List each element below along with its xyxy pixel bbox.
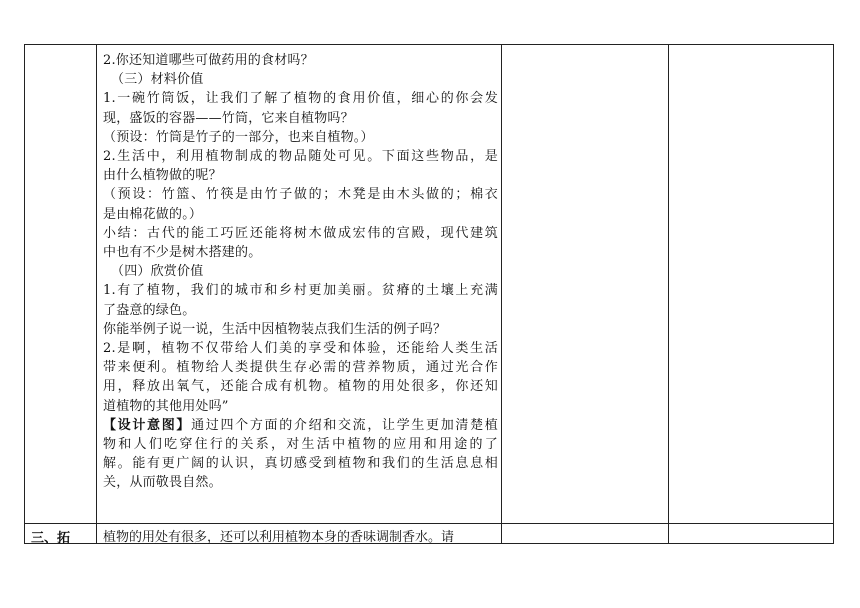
text-line: 小结：古代的能工巧匠还能将树木做成宏伟的宫殿，现代建筑 <box>103 225 498 241</box>
text-line: 用，释放出氧气，还能合成有机物。植物的用处很多，你还知 <box>103 379 498 395</box>
section-label: 三、拓 <box>31 531 71 546</box>
text-line: 是由棉花做的。） <box>103 206 203 222</box>
text-line: 道植物的其他用处吗” <box>103 398 229 414</box>
table-right-border <box>833 44 834 544</box>
text-line: 1.有了植物，我们的城市和乡村更加美丽。贫瘠的土壤上充满 <box>103 283 498 299</box>
text-line: 你能举例子说一说，生活中因植物装点我们生活的例子吗？ <box>103 321 447 337</box>
text-line: （四）欣赏价值 <box>111 264 204 280</box>
text-line: 关，从而敬畏自然。 <box>103 475 222 491</box>
table-col-divider-3 <box>668 44 669 544</box>
text-line: 2.你还知道哪些可做药用的食材吗？ <box>103 53 314 68</box>
table-left-border <box>24 44 25 544</box>
text-line: 了盎意的绿色。 <box>103 302 196 318</box>
text-line: 带来便利。植物给人类提供生存必需的营养物质，通过光合作 <box>103 360 498 376</box>
text-line: 现，盛饭的容器——竹筒，它来自植物吗？ <box>103 110 354 126</box>
text-line: 2.生活中，利用植物制成的物品随处可见。下面这些物品，是 <box>103 149 498 165</box>
teaching-process-cell <box>103 51 498 493</box>
text-line: （预设：竹篮、竹筷是由竹子做的；木凳是由木头做的；棉衣 <box>103 187 498 203</box>
text-line: 1.一碗竹筒饭，让我们了解了植物的食用价值，细心的你会发 <box>103 91 498 107</box>
text-line: 【设计意图】通过四个方面的介绍和交流，让学生更加清楚植 <box>103 417 498 433</box>
section-text: 植物的用处有很多，还可以利用植物本身的香味调制香水。请 <box>103 530 455 545</box>
table-top-border <box>24 44 834 45</box>
table-row-divider <box>24 523 834 524</box>
text-line: 中也有不少是树木搭建的。 <box>103 245 262 261</box>
table-col-divider-1 <box>96 44 97 544</box>
text-line: 解。能有更广阔的认识，真切感受到植物和我们的生活息息相 <box>103 456 498 472</box>
table-col-divider-2 <box>501 44 502 544</box>
text-line: 物和人们吃穿住行的关系，对生活中植物的应用和用途的了 <box>103 437 498 453</box>
text-line: （三）材料价值 <box>111 72 204 88</box>
text-line: （预设：竹筒是竹子的一部分，也来自植物。） <box>103 129 374 145</box>
text-line: 由什么植物做的呢？ <box>103 168 222 184</box>
text-line: 2.是啊，植物不仅带给人们美的享受和体验，还能给人类生活 <box>103 341 498 357</box>
